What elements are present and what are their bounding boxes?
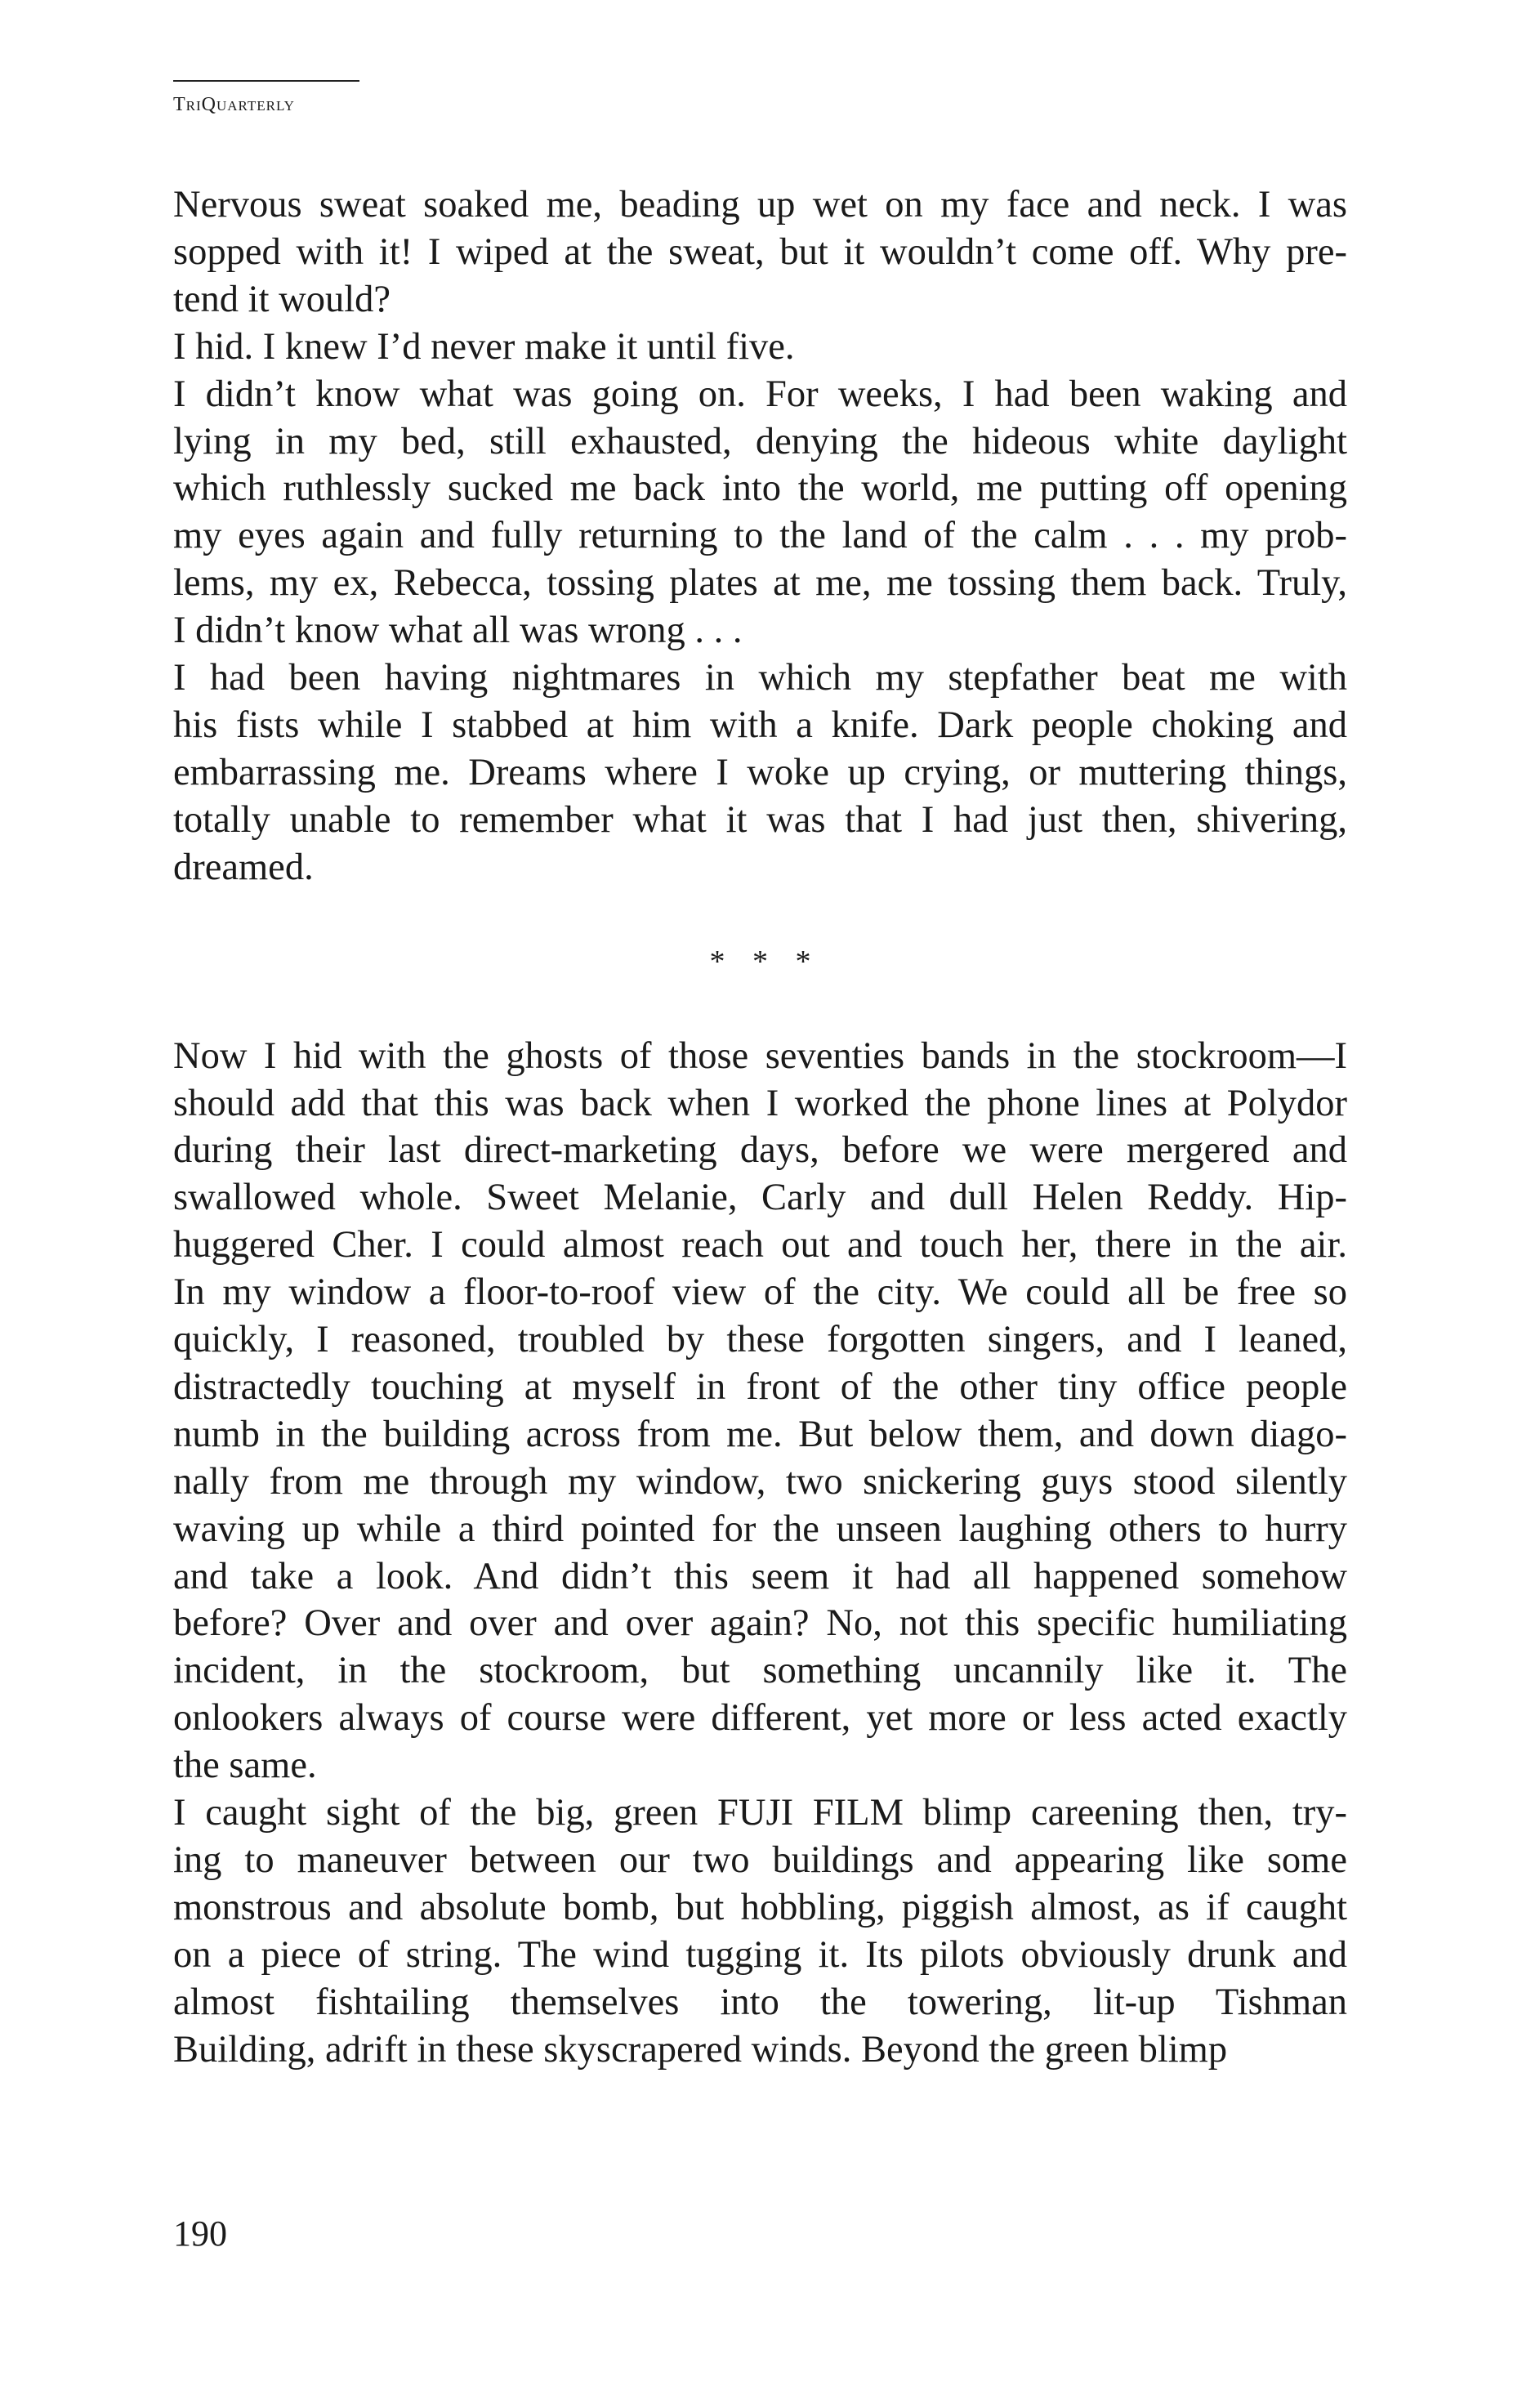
text-line: which ruthlessly sucked me back into the world, me putting off opening xyxy=(173,467,1347,510)
text-line: Building, adrift in these skyscrapered winds. Beyond the green blimp xyxy=(173,2028,1228,2071)
text-line: the same. xyxy=(173,1745,317,1787)
text-block-before-break xyxy=(173,181,1347,891)
text-line: distractedly touching at myself in front of the other tiny office people xyxy=(173,1365,1347,1408)
text-line: almost fishtailing themselves into the towering, lit-up Tishman xyxy=(173,1981,1347,2023)
text-line: huggered Cher. I could almost reach out and touch her, there in the air. xyxy=(173,1224,1347,1267)
text-line: dreamed. xyxy=(173,846,314,888)
text-line: I didn’t know what was going on. For weeks, I had been waking and xyxy=(173,373,1347,415)
text-line: I didn’t know what all was wrong . . . xyxy=(173,610,743,652)
text-line: sopped with it! I wiped at the sweat, but it wouldn’t come off. Why pre- xyxy=(173,230,1347,273)
section-break: * * * xyxy=(709,944,821,979)
text-line: tend it would? xyxy=(173,278,391,320)
text-line: nally from me through my window, two snickering guys stood silently xyxy=(173,1460,1347,1503)
paragraph xyxy=(173,324,1347,371)
text-line: should add that this was back when I worked the phone lines at Polydor xyxy=(173,1082,1347,1124)
body-text xyxy=(173,181,1347,2074)
text-line: my eyes again and fully returning to the land of the calm . . . my prob- xyxy=(173,515,1347,557)
text-line: swallowed whole. Sweet Melanie, Carly and dull Helen Reddy. Hip- xyxy=(173,1177,1347,1219)
text-line: numb in the building across from me. But below them, and down diago- xyxy=(173,1413,1347,1455)
text-line: Now I hid with the ghosts of those seventies bands in the stockroom—I xyxy=(173,1034,1347,1077)
text-line: before? Over and over and over again? No, not this specific humiliating xyxy=(173,1602,1347,1645)
text-line: I hid. I knew I’d never make it until five. xyxy=(173,325,795,368)
header-rule xyxy=(173,80,359,82)
text-line: his fists while I stabbed at him with a knife. Dark people choking and xyxy=(173,704,1347,746)
text-line: I caught sight of the big, green FUJI FILM blimp careening then, try- xyxy=(173,1792,1347,1834)
text-line: lems, my ex, Rebecca, tossing plates at me, me tossing them back. Truly, xyxy=(173,562,1347,605)
text-line: lying in my bed, still exhausted, denying the hideous white daylight xyxy=(173,420,1347,462)
text-line: I had been having nightmares in which my stepfather beat me with xyxy=(173,657,1347,699)
running-title: TriQuarterly xyxy=(173,94,295,115)
paragraph xyxy=(173,1789,1347,2073)
text-line: totally unable to remember what it was that I had just then, shivering, xyxy=(173,798,1347,841)
text-line: on a piece of string. The wind tugging it. Its pilots obviously drunk and xyxy=(173,1933,1347,1976)
text-line: monstrous and absolute bomb, but hobbling, piggish almost, as if caught xyxy=(173,1886,1347,1928)
paragraph xyxy=(173,371,1347,654)
text-line: onlookers always of course were different, yet more or less acted exactly xyxy=(173,1697,1347,1740)
text-line: during their last direct-marketing days, before we were mergered and xyxy=(173,1129,1347,1172)
paragraph xyxy=(173,1033,1347,1790)
running-head xyxy=(173,80,1347,114)
text-line: In my window a floor-to-roof view of the city. We could all be free so xyxy=(173,1271,1347,1314)
text-line: and take a look. And didn’t this seem it had all happened somehow xyxy=(173,1555,1347,1597)
text-line: Nervous sweat soaked me, beading up wet on my face and neck. I was xyxy=(173,184,1347,226)
text-line: ing to maneuver between our two buildings and appearing like some xyxy=(173,1839,1347,1881)
paragraph xyxy=(173,654,1347,891)
text-block-after-break xyxy=(173,1033,1347,2074)
text-line: waving up while a third pointed for the unseen laughing others to hurry xyxy=(173,1508,1347,1550)
text-line: quickly, I reasoned, troubled by these forgotten singers, and I leaned, xyxy=(173,1319,1347,1361)
text-line: incident, in the stockroom, but something uncannily like it. The xyxy=(173,1650,1347,1692)
text-line: embarrassing me. Dreams where I woke up crying, or muttering things, xyxy=(173,751,1347,793)
paragraph xyxy=(173,181,1347,324)
page-number: 190 xyxy=(173,2214,227,2254)
